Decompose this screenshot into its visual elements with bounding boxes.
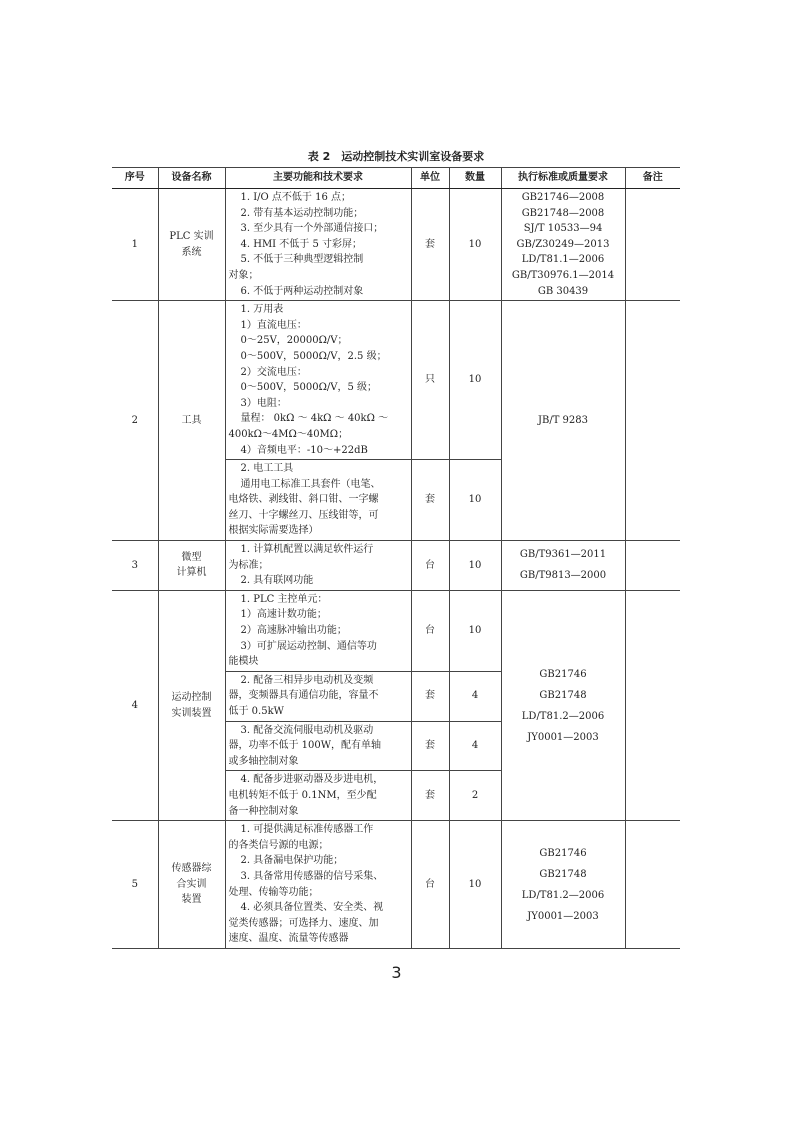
standards-cell (501, 301, 625, 541)
standard-line: GB21748—2008 (521, 207, 605, 219)
table-row (112, 821, 680, 949)
header-cell: 数量 (449, 168, 501, 189)
page-number: 3 (391, 963, 402, 982)
name-line: 合实训 (176, 878, 207, 890)
quantity-cell: 10 (449, 189, 501, 301)
requirements-cell (225, 721, 411, 771)
device-name (158, 821, 225, 949)
req-line: 器，功率不低于 100W，配有单轴 (228, 740, 382, 752)
standard-line: JY0001—2003 (527, 910, 599, 922)
standard-line: GB21748 (539, 868, 587, 880)
unit-cell: 套 (411, 721, 449, 771)
req-line: 1. 计算机配置以满足软件运行 (240, 544, 374, 556)
req-line: 2. 具备漏电保护功能； (240, 855, 344, 867)
req-line: 2）交流电压： (240, 366, 307, 378)
device-name (158, 590, 225, 820)
req-line: 丝刀、十字螺丝刀、压线钳等，可 (228, 509, 379, 521)
header-cell: 执行标准或质量要求 (501, 168, 625, 189)
quantity-cell: 4 (449, 721, 501, 771)
req-line: 2. 电工工具 (240, 463, 294, 475)
row-number: 3 (112, 541, 158, 591)
req-line: 2. 带有基本运动控制功能； (240, 207, 364, 219)
unit-cell: 台 (411, 821, 449, 949)
header-cell: 主要功能和技术要求 (225, 168, 411, 189)
quantity-cell: 10 (449, 821, 501, 949)
row-number: 5 (112, 821, 158, 949)
req-line: 6. 不低于两种运动控制对象 (240, 285, 364, 297)
table-row (112, 541, 680, 591)
remark-cell (625, 541, 680, 591)
remark-cell (625, 301, 680, 541)
req-line: 根据实际需要选择） (228, 525, 319, 537)
req-line: 1）直流电压： (240, 319, 307, 331)
req-line: 1. 万用表 (240, 304, 284, 316)
remark-cell (625, 189, 680, 301)
req-line: 2. 具有联网功能 (240, 575, 314, 587)
name-line: 传感器综 (171, 863, 212, 875)
equipment-table (112, 167, 680, 949)
req-line: 低于 0.5kW (228, 706, 284, 717)
quantity-cell: 4 (449, 671, 501, 721)
req-line: 3）电阻： (240, 397, 287, 409)
req-line: 1）高速计数功能； (240, 609, 327, 621)
standard-line: GB21748 (539, 689, 587, 701)
standards-cell (501, 590, 625, 820)
header-cell: 单位 (411, 168, 449, 189)
standard-line: LD/T81.1—2006 (521, 254, 605, 266)
req-line: 电机转矩不低于 0.1NM，至少配 (228, 789, 377, 801)
req-line: 3. 至少具有一个外部通信接口； (240, 223, 384, 235)
req-line: 量程： 0kΩ ～ 4kΩ ～ 40kΩ ～ (240, 413, 389, 425)
requirements-cell (225, 771, 411, 821)
standards-cell (501, 821, 625, 949)
header-cell: 备注 (625, 168, 680, 189)
name-line: 装置 (181, 894, 202, 906)
standard-line: GB21746 (539, 847, 587, 859)
remark-cell (625, 590, 680, 820)
req-line: 0～500V，5000Ω/V，2.5 级； (240, 350, 387, 362)
req-line: 3. 配备交流伺服电动机及驱动 (240, 724, 374, 736)
requirements-cell (225, 189, 411, 301)
requirements-cell (225, 541, 411, 591)
req-line: 2. 配备三相异步电动机及变频 (240, 674, 374, 686)
standard-line: JB/T 9283 (537, 414, 589, 426)
unit-cell: 只 (411, 301, 449, 460)
unit-cell: 套 (411, 771, 449, 821)
quantity-cell: 2 (449, 771, 501, 821)
req-line: 电烙铁、剥线钳、斜口钳、一字螺 (228, 494, 379, 506)
table-row (112, 301, 680, 460)
req-line: 能模块 (228, 656, 259, 668)
standard-line: GB/T9361—2011 (519, 549, 607, 561)
standard-line: SJ/T 10533—94 (523, 223, 603, 235)
quantity-cell: 10 (449, 301, 501, 460)
req-line: 或多轴控制对象 (228, 755, 299, 767)
name-line: 实训装置 (171, 707, 212, 719)
req-line: 通用电工标准工具套件（电笔、 (240, 478, 381, 490)
req-line: 速度、温度、流量等传感器 (228, 933, 349, 945)
req-line: 1. I/O 点不低于 16 点； (240, 192, 351, 203)
standard-line: GB/T30976.1—2014 (511, 269, 615, 281)
standard-line: GB21746—2008 (521, 192, 605, 203)
standard-line: GB 30439 (537, 285, 589, 297)
requirements-cell (225, 301, 411, 460)
req-line: 1. PLC 主控单元： (240, 593, 328, 605)
name-line: 微型 (181, 551, 202, 563)
requirements-cell (225, 821, 411, 949)
name-line: 工具 (181, 414, 202, 426)
quantity-cell: 10 (449, 541, 501, 591)
req-line: 0～500V，5000Ω/V，5 级； (240, 382, 378, 394)
name-line: 系统 (181, 246, 202, 258)
table-header-row (112, 168, 680, 189)
req-line: 2）高速脉冲输出功能； (240, 625, 347, 637)
standards-cell (501, 541, 625, 591)
table-row (112, 590, 680, 671)
row-number: 4 (112, 590, 158, 820)
req-line: 1. 可提供满足标准传感器工作 (240, 824, 374, 836)
name-line: PLC 实训 (169, 230, 214, 242)
remark-cell (625, 821, 680, 949)
req-line: 觉类传感器；可选择力、速度、加 (228, 917, 379, 929)
req-line: 3）可扩展运动控制、通信等功 (240, 640, 377, 652)
requirements-cell (225, 460, 411, 541)
row-number: 2 (112, 301, 158, 541)
req-line: 4. 配备步进驱动器及步进电机， (240, 774, 384, 786)
unit-cell: 套 (411, 189, 449, 301)
req-line: 5. 不低于三种典型逻辑控制 (240, 254, 364, 266)
req-line: 400kΩ～4MΩ～40MΩ； (228, 428, 349, 440)
requirements-cell (225, 590, 411, 671)
req-line: 为标准； (228, 559, 269, 571)
req-line: 3. 具备常用传感器的信号采集、 (240, 870, 384, 882)
requirements-cell (225, 671, 411, 721)
header-cell: 设备名称 (158, 168, 225, 189)
quantity-cell: 10 (449, 590, 501, 671)
header-cell: 序号 (112, 168, 158, 189)
name-line: 运动控制 (171, 691, 212, 703)
table-caption: 表 2 运动控制技术实训室设备要求 (307, 150, 485, 163)
req-line: 的各类信号源的电源； (228, 839, 329, 851)
unit-cell: 套 (411, 460, 449, 541)
standard-line: JY0001—2003 (527, 731, 599, 743)
req-line: 4. 必须具备位置类、安全类、视 (240, 902, 384, 914)
standard-line: LD/T81.2—2006 (521, 710, 605, 722)
device-name (158, 541, 225, 591)
quantity-cell: 10 (449, 460, 501, 541)
unit-cell: 台 (411, 541, 449, 591)
name-line: 计算机 (176, 567, 207, 579)
req-line: 4. HMI 不低于 5 寸彩屏； (240, 238, 363, 250)
unit-cell: 台 (411, 590, 449, 671)
req-line: 0～25V，20000Ω/V； (240, 335, 348, 347)
table-row (112, 189, 680, 301)
standard-line: GB/T9813—2000 (519, 570, 607, 582)
device-name (158, 189, 225, 301)
standard-line: GB/Z30249—2013 (516, 238, 610, 250)
req-line: 对象； (228, 269, 259, 281)
standard-line: GB21746 (539, 668, 587, 680)
row-number: 1 (112, 189, 158, 301)
req-line: 4）音频电平：-10～+22dB (240, 444, 368, 456)
standards-cell (501, 189, 625, 301)
unit-cell: 套 (411, 671, 449, 721)
req-line: 器，变频器具有通信功能，容量不 (228, 690, 379, 702)
device-name (158, 301, 225, 541)
standard-line: LD/T81.2—2006 (521, 889, 605, 901)
req-line: 备一种控制对象 (228, 805, 299, 817)
req-line: 处理、传输等功能； (228, 886, 319, 898)
